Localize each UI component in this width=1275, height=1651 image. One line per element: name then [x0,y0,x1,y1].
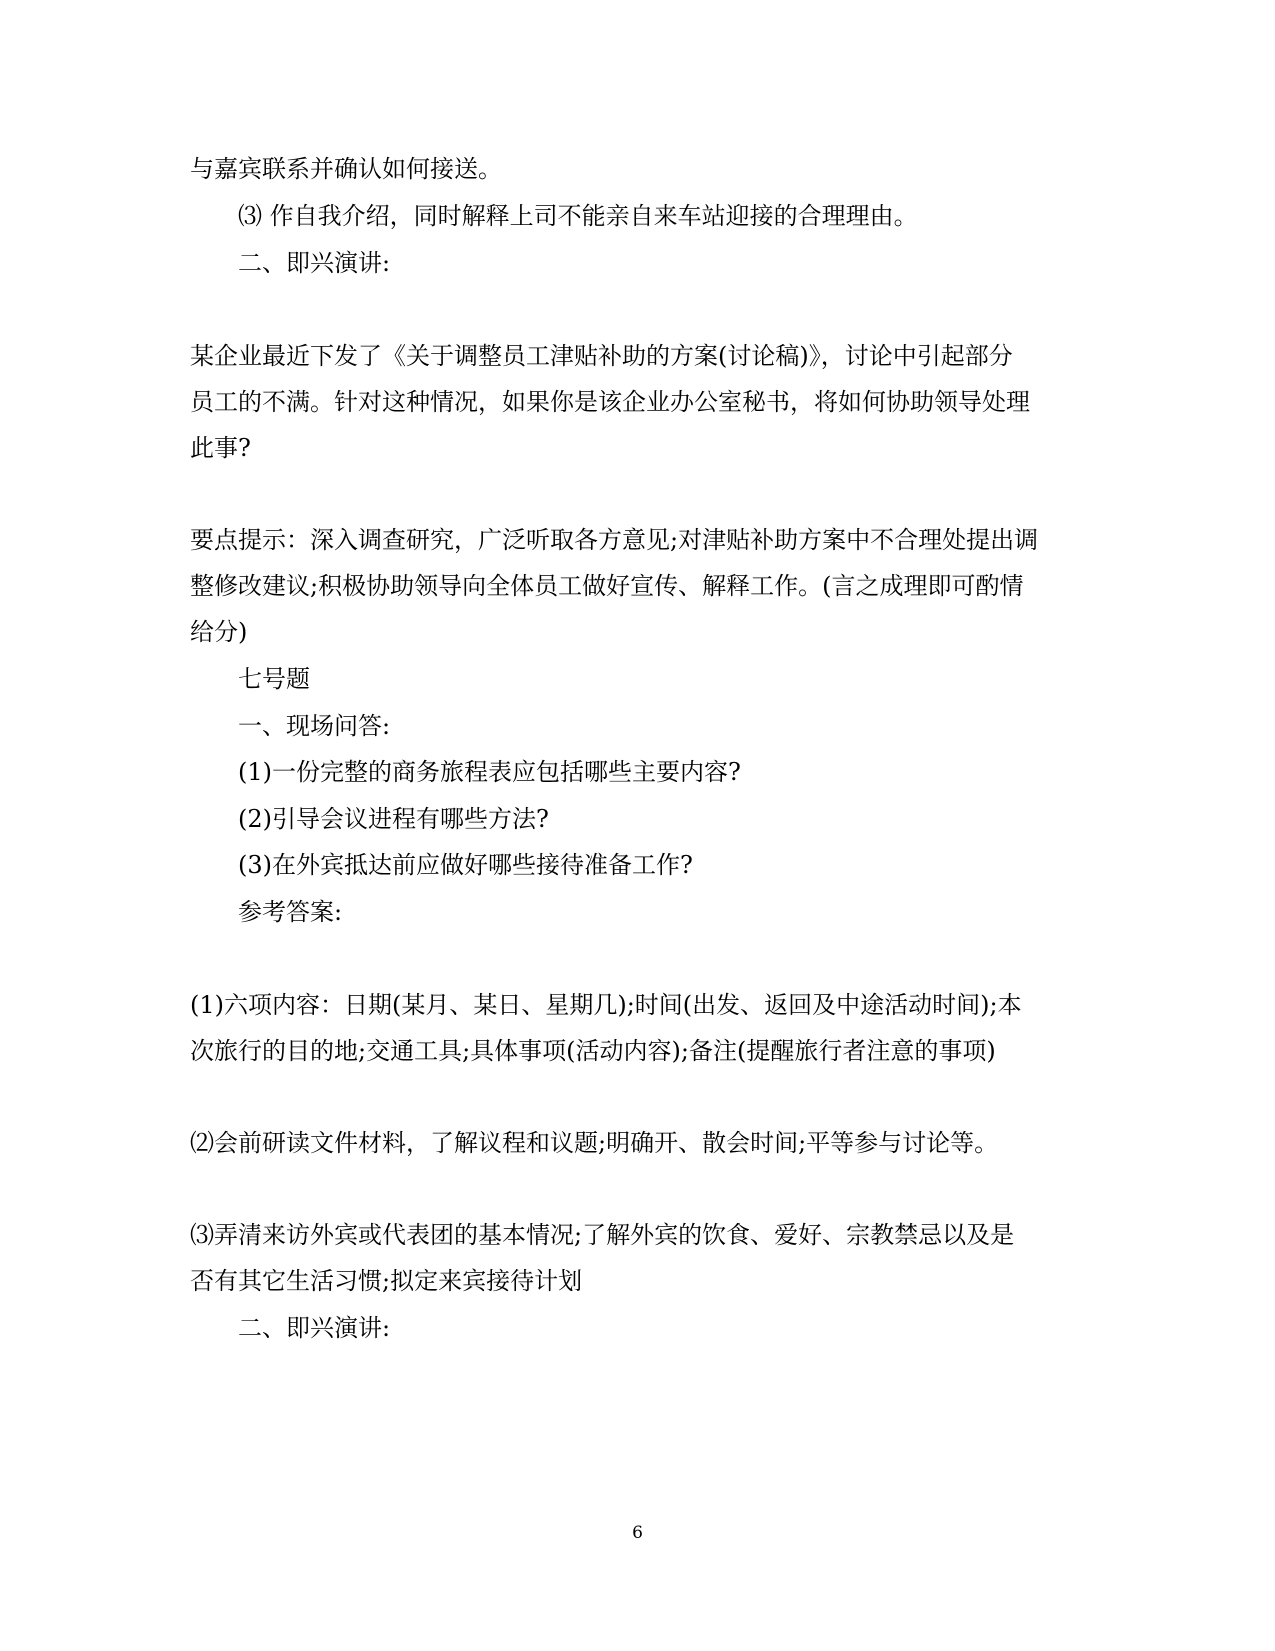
page-number: 6 [632,1523,643,1543]
question-3: (3)在外宾抵达前应做好哪些接待准备工作? [238,851,693,879]
answer-2: ⑵会前研读文件材料，了解议程和议题;明确开、散会时间;平等参与讨论等。 [190,1129,999,1157]
text-line-7: 要点提示：深入调查研究，广泛听取各方意见;对津贴补助方案中不合理处提出调 [190,526,1039,554]
answer-1-line-2: 次旅行的目的地;交通工具;具体事项(活动内容);备注(提醒旅行者注意的事项) [190,1037,996,1065]
section-heading-answers: 参考答案: [238,898,343,926]
text-line-8: 整修改建议;积极协助领导向全体员工做好宣传、解释工作。(言之成理即可酌情 [190,572,1024,600]
question-2: (2)引导会议进程有哪些方法? [238,805,549,833]
text-line-6: 此事? [190,434,251,462]
answer-1-line-1: (1)六项内容：日期(某月、某日、星期几);时间(出发、返回及中途活动时间);本 [190,991,1022,1019]
section-heading-impromptu-2: 二、即兴演讲: [238,1314,391,1342]
section-heading-qa: 一、现场问答: [238,712,391,740]
text-line-2: ⑶ 作自我介绍，同时解释上司不能亲自来车站迎接的合理理由。 [238,202,918,230]
text-line-9: 给分) [190,618,248,646]
section-heading-impromptu-1: 二、即兴演讲: [238,249,391,277]
text-line-5: 员工的不满。针对这种情况，如果你是该企业办公室秘书，将如何协助领导处理 [190,388,1030,416]
text-line-4: 某企业最近下发了《关于调整员工津贴补助的方案(讨论稿)》，讨论中引起部分 [190,342,1013,370]
text-line-1: 与嘉宾联系并确认如何接送。 [190,155,502,183]
answer-3-line-1: ⑶弄清来访外宾或代表团的基本情况;了解外宾的饮食、爱好、宗教禁忌以及是 [190,1221,1015,1249]
question-1: (1)一份完整的商务旅程表应包括哪些主要内容? [238,758,741,786]
answer-3-line-2: 否有其它生活习惯;拟定来宾接待计划 [190,1267,583,1295]
section-heading-question-seven: 七号题 [238,665,310,693]
